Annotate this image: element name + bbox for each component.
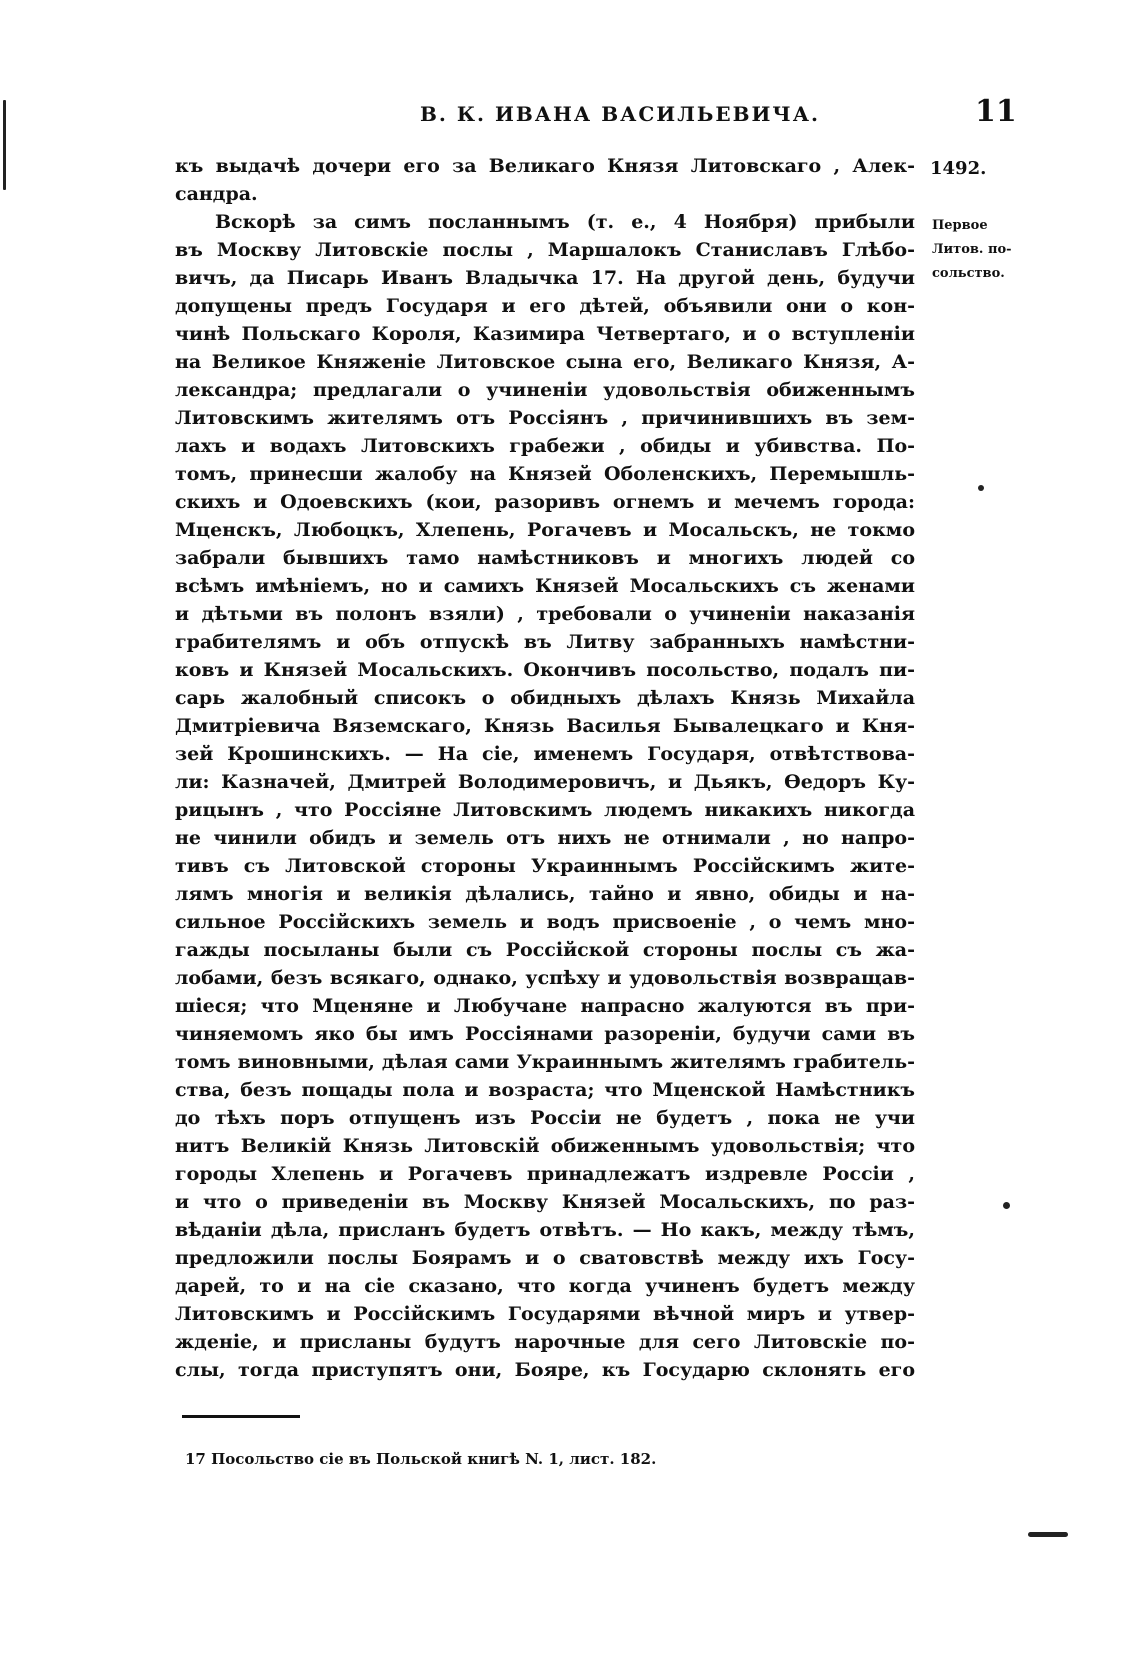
text-line: скихъ и Одоевскихъ (кои, разоривъ огнемъ и мечемъ города: xyxy=(175,491,915,513)
text-line: зей Крошинскихъ. — На сіе, именемъ Государя, отвѣтствова- xyxy=(175,743,915,765)
text-line: рицынъ , что Россіяне Литовскимъ людемъ никакихъ никогда xyxy=(175,799,915,821)
text-line: лобами, безъ всякаго, однако, успѣху и удовольствія возвращав- xyxy=(175,967,915,989)
text-line: Мценскъ, Любоцкъ, Хлепень, Рогачевъ и Мосальскъ, не токмо xyxy=(175,519,915,541)
text-line: ства, безъ пощады пола и возраста; что Мценской Намѣстникъ xyxy=(175,1079,915,1101)
text-line: грабителямъ и объ отпускѣ въ Литву забранныхъ намѣстни- xyxy=(175,631,915,653)
text-line: ковъ и Князей Мосальскихъ. Окончивъ посольство, подалъ пи- xyxy=(175,659,915,681)
text-line: къ выдачѣ дочери его за Великаго Князя Литовскаго , Алек- xyxy=(175,155,915,177)
text-line: лямъ многія и великія дѣлались, тайно и явно, обиды и на- xyxy=(175,883,915,905)
text-line: Дмитріевича Вяземскаго, Князь Василья Бывалецкаго и Кня- xyxy=(175,715,915,737)
text-line: предложили послы Боярамъ и о сватовствѣ между ихъ Госу- xyxy=(175,1247,915,1269)
text-line: нитъ Великій Князь Литовскій обиженнымъ удовольствія; что xyxy=(175,1135,915,1157)
text-line: до тѣхъ поръ отпущенъ изъ Россіи не будетъ , пока не учи xyxy=(175,1107,915,1129)
margin-note-line: сольство. xyxy=(932,266,1005,281)
text-line: слы, тогда приступятъ они, Бояре, къ Государю склонять его xyxy=(175,1359,915,1381)
text-line: Литовскимъ жителямъ отъ Россіянъ , причинившихъ въ зем- xyxy=(175,407,915,429)
text-line: гажды посыланы были съ Россійской стороны послы съ жа- xyxy=(175,939,915,961)
text-line: забрали бывшихъ тамо намѣстниковъ и многихъ людей со xyxy=(175,547,915,569)
running-title: В. К. ИВАНА ВАСИЛЬЕВИЧА. xyxy=(420,102,820,126)
print-speck xyxy=(978,485,984,491)
text-line: шіеся; что Мценяне и Любучане напрасно жалуются въ при- xyxy=(175,995,915,1017)
text-line: и дѣтьми въ полонъ взяли) , требовали о учиненіи наказанія xyxy=(175,603,915,625)
margin-note xyxy=(932,214,1032,286)
text-line: жденіе, и присланы будутъ нарочные для сего Литовскіе по- xyxy=(175,1331,915,1353)
body-text xyxy=(175,152,915,1384)
text-line: томъ, принесши жалобу на Князей Оболенскихъ, Перемышль- xyxy=(175,463,915,485)
text-line: ли: Казначей, Дмитрей Володимеровичъ, и Дьякъ, Ѳедоръ Ку- xyxy=(175,771,915,793)
text-line: вѣданіи дѣла, присланъ будетъ отвѣтъ. — Но какъ, между тѣмъ, xyxy=(175,1219,915,1241)
text-line: допущены предъ Государя и его дѣтей, объявили они о кон- xyxy=(175,295,915,317)
margin-note-line: Литов. по- xyxy=(932,242,1012,257)
text-line: тивъ съ Литовской стороны Украиннымъ Россійскимъ жите- xyxy=(175,855,915,877)
text-line: дарей, то и на сіе сказано, что когда учиненъ будетъ между xyxy=(175,1275,915,1297)
text-line: на Великое Княженіе Литовское сына его, Великаго Князя, А- xyxy=(175,351,915,373)
text-line: въ Москву Литовскіе послы , Маршалокъ Станиславъ Глѣбо- xyxy=(175,239,915,261)
text-line: сильное Россійскихъ земель и водъ присвоеніе , о чемъ мно- xyxy=(175,911,915,933)
text-line: сандра. xyxy=(175,183,258,205)
text-line: городы Хлепень и Рогачевъ принадлежатъ издревле Россіи , xyxy=(175,1163,915,1185)
text-line: лександра; предлагали о учиненіи удовольствія обиженнымъ xyxy=(175,379,915,401)
text-line: лахъ и водахъ Литовскихъ грабежи , обиды и убивства. По- xyxy=(175,435,915,457)
margin-year: 1492. xyxy=(930,158,987,179)
text-line: и что о приведеніи въ Москву Князей Мосальскихъ, по раз- xyxy=(175,1191,915,1213)
text-line: томъ виновными, дѣлая сами Украиннымъ жителямъ грабитель- xyxy=(175,1051,915,1073)
text-line: чиняемомъ яко бы имъ Россіянами разореніи, будучи сами въ xyxy=(175,1023,915,1045)
text-line: сарь жалобный списокъ о обидныхъ дѣлахъ Князь Михайла xyxy=(175,687,915,709)
print-speck xyxy=(3,100,6,190)
page-number: 11 xyxy=(975,94,1017,129)
footnote: 17 Посольство сіе въ Польской книгѣ N. 1, лист. 182. xyxy=(185,1450,657,1468)
print-speck xyxy=(1028,1532,1068,1537)
text-line: вичъ, да Писарь Иванъ Владычка 17. На другой день, будучи xyxy=(175,267,915,289)
margin-note-line: Первое xyxy=(932,218,988,233)
text-line: не чинили обидъ и земель отъ нихъ не отнимали , но напро- xyxy=(175,827,915,849)
print-speck xyxy=(1003,1202,1010,1209)
text-line: чинѣ Польскаго Короля, Казимира Четвертаго, и о вступленіи xyxy=(175,323,915,345)
text-line: всѣмъ имѣніемъ, но и самихъ Князей Мосальскихъ съ женами xyxy=(175,575,915,597)
text-line: Литовскимъ и Россійскимъ Государями вѣчной миръ и утвер- xyxy=(175,1303,915,1325)
text-line: Вскорѣ за симъ посланнымъ (т. е., 4 Ноября) прибыли xyxy=(215,211,915,233)
footnote-rule xyxy=(182,1415,300,1418)
